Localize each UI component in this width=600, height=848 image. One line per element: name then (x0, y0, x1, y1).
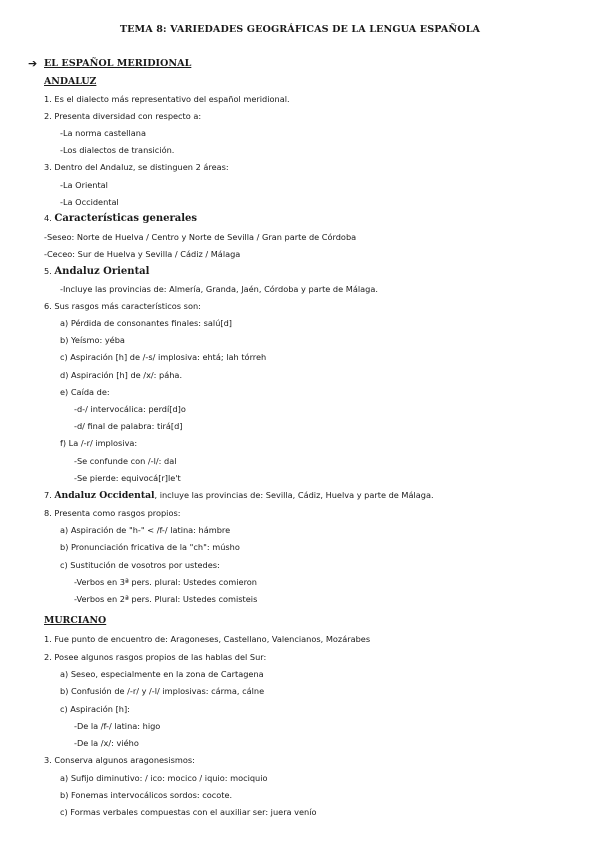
page-title: TEMA 8: VARIEDADES GEOGRÁFICAS DE LA LENGUA ESPAÑOLA (119, 24, 481, 35)
andaluz-point-8a: a) Aspiración de "h-" < /f-/ latina: hámbre (60, 525, 231, 535)
andaluz-point-8c2: -Verbos en 2ª pers. Plural: Ustedes comisteis (74, 594, 258, 604)
andaluz-point-3a: -La Oriental (60, 180, 108, 190)
murciano-heading: MURCIANO (44, 615, 107, 626)
andaluz-point-6d: d) Aspiración [h] de /x/: páha. (60, 370, 183, 380)
andaluz-heading: ANDALUZ (44, 76, 97, 87)
murciano-point-2c: c) Aspiración [h]: (60, 704, 130, 714)
andaluz-point-8b: b) Pronunciación fricativa de la "ch": músho (60, 542, 240, 552)
andaluz-point-6e1: -d-/ intervocálica: perdí[d]o (74, 404, 186, 414)
andaluz-point-8c: c) Sustitución de vosotros por ustedes: (60, 560, 220, 570)
point-7-label: Andaluz Occidental (54, 490, 155, 501)
andaluz-point-6a: a) Pérdida de consonantes finales: salú[d] (60, 318, 232, 328)
seseo-line: -Seseo: Norte de Huelva / Centro y Norte de Sevilla / Gran parte de Córdoba (44, 232, 357, 242)
andaluz-point-7 (44, 490, 434, 501)
andaluz-point-4 (44, 213, 197, 224)
murciano-point-2: 2. Posee algunos rasgos propios de las hablas del Sur: (44, 652, 267, 662)
murciano-point-1: 1. Fue punto de encuentro de: Aragoneses, Castellano, Valencianos, Mozárabes (44, 634, 371, 644)
point-7-text: , incluye las provincias de: Sevilla, Cádiz, Huelva y parte de Málaga. (154, 490, 434, 500)
point-5-number: 5. (44, 266, 52, 276)
andaluz-point-2b: -Los dialectos de transición. (60, 145, 175, 155)
murciano-point-3c: c) Formas verbales compuestas con el auxiliar ser: juera venío (60, 807, 317, 817)
ceceo-line: -Ceceo: Sur de Huelva y Sevilla / Cádiz / Málaga (44, 249, 241, 259)
point-4-label: Características generales (54, 213, 197, 224)
andaluz-point-6e: e) Caída de: (60, 387, 110, 397)
andaluz-point-6b: b) Yeísmo: yéba (60, 335, 125, 345)
point-4-number: 4. (44, 213, 52, 223)
murciano-point-2c1: -De la /f-/ latina: higo (74, 721, 161, 731)
andaluz-point-6f1: -Se confunde con /-l/: dal (74, 456, 177, 466)
andaluz-point-1: 1. Es el dialecto más representativo del español meridional. (44, 94, 290, 104)
andaluz-point-8c1: -Verbos en 3ª pers. plural: Ustedes comieron (74, 577, 257, 587)
murciano-point-2c2: -De la /x/: viého (74, 738, 139, 748)
andaluz-point-6e2: -d/ final de palabra: tirá[d] (74, 421, 183, 431)
murciano-point-3b: b) Fonemas intervocálicos sordos: cocote. (60, 790, 233, 800)
arrow-bullet-icon: ➔ (28, 57, 38, 70)
andaluz-point-2a: -La norma castellana (60, 128, 146, 138)
section-heading: EL ESPAÑOL MERIDIONAL (44, 58, 192, 69)
andaluz-point-6f2: -Se pierde: equivocá[r]le't (74, 473, 181, 483)
andaluz-point-6c: c) Aspiración [h] de /-s/ implosiva: ehtá; lah tórreh (60, 352, 267, 362)
andaluz-point-5 (44, 266, 149, 277)
andaluz-point-3: 3. Dentro del Andaluz, se distinguen 2 áreas: (44, 162, 229, 172)
andaluz-point-6f: f) La /-r/ implosiva: (60, 438, 138, 448)
murciano-point-3: 3. Conserva algunos aragonesismos: (44, 755, 195, 765)
andaluz-point-6: 6. Sus rasgos más característicos son: (44, 301, 201, 311)
point-7-number: 7. (44, 490, 52, 500)
andaluz-point-2: 2. Presenta diversidad con respecto a: (44, 111, 202, 121)
point-5-label: Andaluz Oriental (54, 266, 150, 277)
murciano-point-2a: a) Seseo, especialmente en la zona de Cartagena (60, 669, 264, 679)
murciano-point-3a: a) Sufijo diminutivo: / ico: mocico / iquio: mociquio (60, 773, 268, 783)
andaluz-point-5a: -Incluye las provincias de: Almería, Granda, Jaén, Córdoba y parte de Málaga. (60, 284, 378, 294)
andaluz-point-3b: -La Occidental (60, 197, 119, 207)
murciano-point-2b: b) Confusión de /-r/ y /-l/ implosivas: cárma, cálne (60, 686, 265, 696)
andaluz-point-8: 8. Presenta como rasgos propios: (44, 508, 181, 518)
